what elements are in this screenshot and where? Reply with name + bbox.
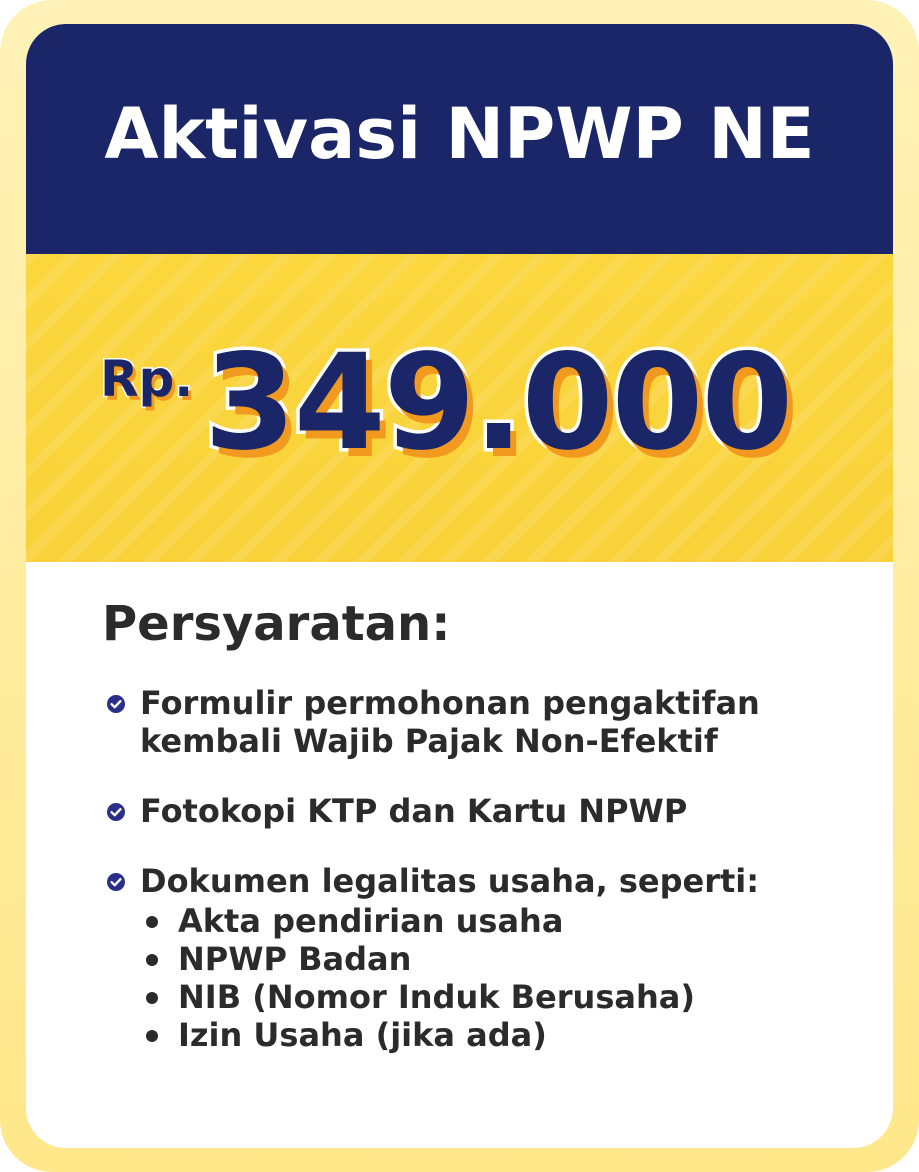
bullet-dot-icon <box>146 1030 158 1042</box>
legal-documents-list <box>140 902 866 1054</box>
requirement-item-formulir <box>106 684 866 760</box>
requirement-item-fotokopi <box>106 792 866 830</box>
check-circle-icon <box>106 802 126 822</box>
check-circle-icon <box>106 694 126 714</box>
requirement-label: Fotokopi KTP dan Kartu NPWP <box>140 792 688 830</box>
bullet-dot-icon <box>146 992 158 1004</box>
requirement-label: Formulir permohonan pengaktifan kembali Wajib Pajak Non-Efektif <box>140 684 760 760</box>
price-amount: 349.000 <box>204 326 792 480</box>
check-circle-icon <box>106 872 126 892</box>
bullet-dot-icon <box>146 954 158 966</box>
requirement-item-dokumen <box>106 862 866 1054</box>
requirements-section <box>26 562 893 1148</box>
requirements-list <box>106 684 866 1054</box>
card-title: Aktivasi NPWP NE <box>104 93 815 175</box>
list-item <box>140 1016 866 1054</box>
list-item <box>140 902 866 940</box>
pricing-card <box>26 24 893 1148</box>
list-item <box>140 940 866 978</box>
price-currency: Rp. <box>100 350 194 408</box>
price-band <box>26 254 893 562</box>
list-item <box>140 978 866 1016</box>
sub-item-label: Akta pendirian usaha <box>178 902 564 940</box>
sub-item-label: NPWP Badan <box>178 940 412 978</box>
sub-item-label: Izin Usaha (jika ada) <box>178 1016 547 1054</box>
requirements-title: Persyaratan: <box>102 596 451 652</box>
requirement-label: Dokumen legalitas usaha, seperti: <box>140 862 760 900</box>
card-header <box>26 24 893 254</box>
bullet-dot-icon <box>146 916 158 928</box>
sub-item-label: NIB (Nomor Induk Berusaha) <box>178 978 695 1016</box>
